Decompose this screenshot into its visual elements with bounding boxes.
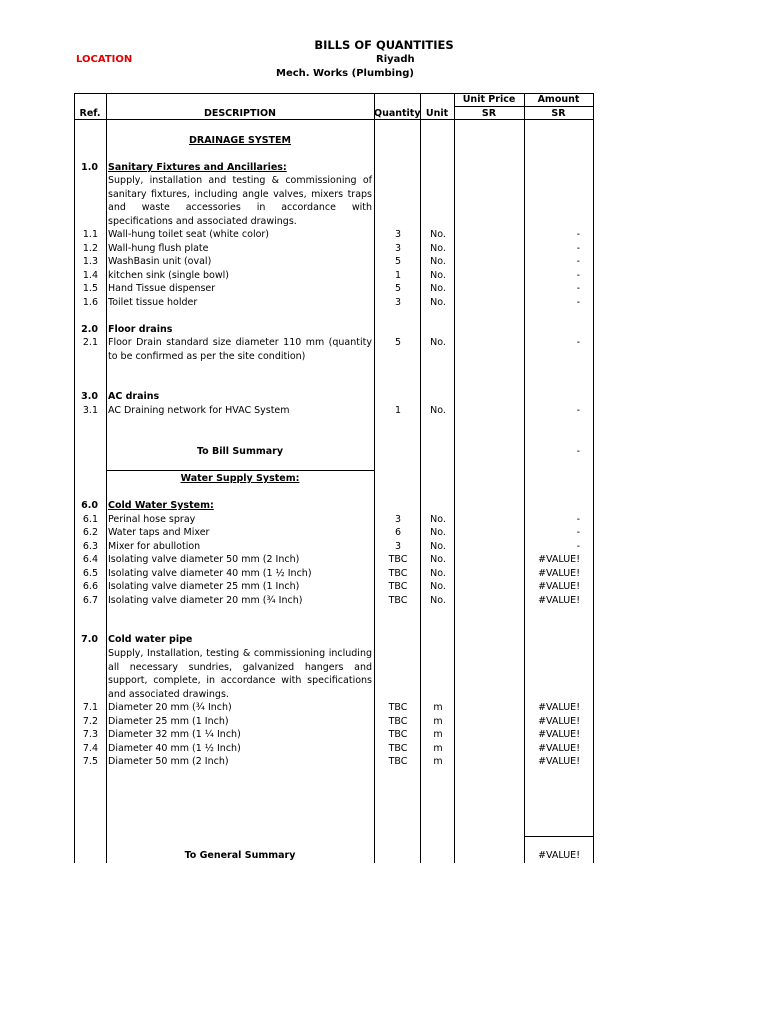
section-heading-water-supply: Water Supply System: — [180, 473, 300, 484]
row-ref: 7.1 — [82, 702, 98, 713]
row-description: Diameter 25 mm (1 Inch) — [108, 716, 229, 727]
row-description: Isolating valve diameter 50 mm (2 Inch) — [108, 554, 300, 565]
row-amount: #VALUE! — [538, 595, 580, 606]
section-ref: 2.0 — [81, 324, 98, 335]
row-description: Water taps and Mixer — [108, 527, 210, 538]
general-summary-label: To General Summary — [184, 850, 296, 861]
row-ref: 3.1 — [82, 405, 98, 416]
row-amount: - — [576, 270, 580, 281]
row-ref: 6.1 — [82, 514, 98, 525]
row-unit: No. — [430, 541, 446, 552]
row-quantity: 6 — [394, 527, 402, 538]
row-ref: 1.4 — [82, 270, 98, 281]
row-unit: No. — [430, 554, 446, 565]
col-border-right — [593, 93, 594, 863]
row-ref: 1.1 — [82, 229, 98, 240]
col-border-desc — [374, 93, 375, 863]
row-unit: No. — [430, 405, 446, 416]
section-ref: 3.0 — [81, 391, 98, 402]
section-description: Supply, installation and testing & commissioning of sanitary fixtures, including angle valves, mixers traps and waste accessories in accordance with specifications and associated drawings. — [108, 175, 372, 227]
row-quantity: 5 — [394, 337, 402, 348]
section-heading-drainage: DRAINAGE SYSTEM — [189, 135, 291, 146]
row-quantity: 3 — [394, 229, 402, 240]
location-label: LOCATION — [76, 54, 133, 65]
row-quantity: TBC — [388, 581, 408, 592]
row-ref: 7.2 — [82, 716, 98, 727]
row-unit: No. — [430, 243, 446, 254]
row-description: Toilet tissue holder — [108, 297, 198, 308]
section-title: Cold Water System: — [108, 500, 214, 511]
row-description: Diameter 20 mm (¾ Inch) — [108, 702, 232, 713]
section-ref: 6.0 — [81, 500, 98, 511]
bill-summary-line — [106, 470, 374, 471]
section-title: Cold water pipe — [108, 634, 193, 645]
col-header-quantity: Quantity — [374, 108, 421, 119]
row-quantity: 5 — [394, 283, 402, 294]
row-unit: No. — [430, 270, 446, 281]
document-title: BILLS OF QUANTITIES — [314, 38, 454, 52]
col-header-amount: Amount — [537, 94, 580, 105]
row-unit: m — [433, 743, 443, 754]
row-amount: - — [576, 243, 580, 254]
row-quantity: 1 — [394, 405, 402, 416]
col-border-unit — [454, 93, 455, 863]
section-description: Supply, Installation, testing & commissioning including all necessary sundries, galvanized hangers and support, complete, in accordance with specifications and associated drawings. — [108, 648, 372, 700]
row-unit: No. — [430, 337, 446, 348]
row-unit: No. — [430, 514, 446, 525]
row-unit: m — [433, 702, 443, 713]
row-unit: m — [433, 729, 443, 740]
row-amount: #VALUE! — [538, 581, 580, 592]
row-amount: #VALUE! — [538, 554, 580, 565]
col-border-qty — [420, 93, 421, 863]
row-unit: No. — [430, 568, 446, 579]
row-ref: 6.5 — [82, 568, 98, 579]
row-unit: No. — [430, 283, 446, 294]
section-ref: 1.0 — [81, 162, 98, 173]
row-quantity: TBC — [388, 554, 408, 565]
location-city: Riyadh — [376, 54, 415, 65]
row-ref: 1.3 — [82, 256, 98, 267]
row-amount: #VALUE! — [538, 716, 580, 727]
row-ref: 7.4 — [82, 743, 98, 754]
bill-summary-label: To Bill Summary — [196, 446, 284, 457]
row-ref: 6.4 — [82, 554, 98, 565]
row-description: Hand Tissue dispenser — [108, 283, 216, 294]
section-title: Floor drains — [108, 324, 173, 335]
bill-summary-amount: - — [576, 446, 580, 457]
row-unit: No. — [430, 229, 446, 240]
row-unit: m — [433, 756, 443, 767]
row-amount: - — [576, 297, 580, 308]
row-description: Floor Drain standard size diameter 110 mm (quantity to be confirmed as per the site condition) — [108, 337, 372, 362]
col-header-ref: Ref. — [79, 108, 101, 119]
row-ref: 1.5 — [82, 283, 98, 294]
row-amount: - — [576, 541, 580, 552]
row-description: Wall-hung toilet seat (white color) — [108, 229, 270, 240]
col-header-description: DESCRIPTION — [203, 108, 277, 119]
row-quantity: TBC — [388, 729, 408, 740]
row-quantity: 3 — [394, 541, 402, 552]
row-description: WashBasin unit (oval) — [108, 256, 212, 267]
row-description: Perinal hose spray — [108, 514, 196, 525]
row-ref: 6.3 — [82, 541, 98, 552]
section-ref: 7.0 — [81, 634, 98, 645]
row-quantity: TBC — [388, 702, 408, 713]
row-description: Diameter 50 mm (2 Inch) — [108, 756, 229, 767]
row-amount: - — [576, 514, 580, 525]
row-ref: 1.2 — [82, 243, 98, 254]
row-quantity: TBC — [388, 743, 408, 754]
row-ref: 7.5 — [82, 756, 98, 767]
col-header-unit: Unit — [425, 108, 449, 119]
row-unit: m — [433, 716, 443, 727]
document-subtitle: Mech. Works (Plumbing) — [276, 68, 414, 79]
row-description: Isolating valve diameter 40 mm (1 ½ Inch) — [108, 568, 312, 579]
row-amount: - — [576, 256, 580, 267]
row-quantity: TBC — [388, 568, 408, 579]
row-amount: - — [576, 527, 580, 538]
row-unit: No. — [430, 527, 446, 538]
row-quantity: TBC — [388, 716, 408, 727]
row-ref: 2.1 — [82, 337, 98, 348]
general-summary-line — [524, 836, 593, 837]
row-ref: 7.3 — [82, 729, 98, 740]
row-ref: 6.2 — [82, 527, 98, 538]
row-quantity: 3 — [394, 297, 402, 308]
row-quantity: 3 — [394, 514, 402, 525]
row-ref: 1.6 — [82, 297, 98, 308]
row-amount: #VALUE! — [538, 702, 580, 713]
row-quantity: TBC — [388, 756, 408, 767]
row-ref: 6.7 — [82, 595, 98, 606]
col-header-amount-currency: SR — [551, 108, 566, 119]
row-unit: No. — [430, 297, 446, 308]
row-quantity: TBC — [388, 595, 408, 606]
row-amount: #VALUE! — [538, 568, 580, 579]
row-amount: #VALUE! — [538, 729, 580, 740]
row-quantity: 5 — [394, 256, 402, 267]
general-summary-amount: #VALUE! — [538, 850, 580, 861]
row-amount: #VALUE! — [538, 743, 580, 754]
row-description: Wall-hung flush plate — [108, 243, 209, 254]
section-title: Sanitary Fixtures and Ancillaries: — [108, 162, 287, 173]
row-description: Diameter 40 mm (1 ½ Inch) — [108, 743, 241, 754]
section-title: AC drains — [108, 391, 160, 402]
row-unit: No. — [430, 595, 446, 606]
row-description: Isolating valve diameter 25 mm (1 Inch) — [108, 581, 300, 592]
row-ref: 6.6 — [82, 581, 98, 592]
row-amount: #VALUE! — [538, 756, 580, 767]
row-quantity: 3 — [394, 243, 402, 254]
col-header-unit-price: Unit Price — [462, 94, 516, 105]
col-border-left — [74, 93, 75, 863]
row-description: Isolating valve diameter 20 mm (¾ Inch) — [108, 595, 303, 606]
row-quantity: 1 — [394, 270, 402, 281]
row-amount: - — [576, 229, 580, 240]
row-unit: No. — [430, 256, 446, 267]
row-description: AC Draining network for HVAC System — [108, 405, 290, 416]
row-description: kitchen sink (single bowl) — [108, 270, 229, 281]
row-unit: No. — [430, 581, 446, 592]
row-amount: - — [576, 337, 580, 348]
row-amount: - — [576, 405, 580, 416]
row-amount: - — [576, 283, 580, 294]
row-description: Mixer for abullotion — [108, 541, 201, 552]
row-description: Diameter 32 mm (1 ¼ Inch) — [108, 729, 241, 740]
col-header-unit-price-currency: SR — [481, 108, 497, 119]
